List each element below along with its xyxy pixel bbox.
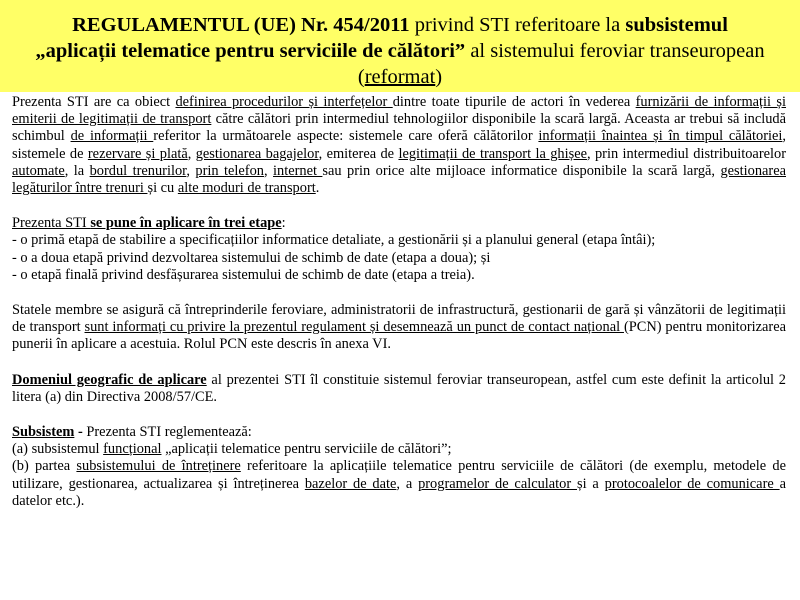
underlined-text: protocoalelor de comunicare — [604, 475, 780, 492]
title-text: privind STI referitoare la — [409, 14, 626, 36]
text: , — [263, 162, 274, 179]
text: , — [187, 145, 196, 162]
text: referitor la următoarele aspecte: sistemele care oferă călătorilor — [153, 128, 539, 145]
text: referitoare la aplicațiile telematice pentru serviciile de călători (de exemplu, metodele de utilizare, gestionarea, actualizarea și întreținerea — [12, 458, 786, 492]
underlined-bold-text — [90, 215, 281, 231]
title-reformat: reformat — [364, 66, 436, 88]
text: Statele membre se asigură că întreprinderile feroviare, administratorii de infrastructură, gestionarii de gară și vânzătorii de legitimații de transport — [12, 302, 786, 336]
underlined-text: alte moduri de transport — [177, 180, 316, 197]
bold-text: Domeniul geografic de aplicare — [12, 371, 207, 388]
text: , emiterea de — [318, 145, 399, 162]
subsystem-item-b — [12, 458, 786, 510]
paragraph-stages-intro — [12, 215, 786, 232]
text: . — [315, 180, 320, 197]
bold-text: - — [74, 424, 87, 441]
title-subsystem-label: subsistemul — [625, 14, 728, 36]
slide-content — [12, 94, 786, 510]
spacer — [12, 197, 786, 215]
bold-text: Subsistem — [12, 424, 75, 441]
stage-item-3: - o etapă finală privind desfășurarea sistemului de schimb de date (etapa a treia). — [12, 266, 475, 283]
paragraph-geographic-scope — [12, 372, 786, 406]
underlined-text: programelor de calculator — [418, 475, 577, 492]
underlined-bold-text — [12, 424, 74, 440]
text: „aplicații telematice pentru serviciile de călători”; — [161, 441, 452, 458]
underlined-text: internet — [273, 162, 323, 179]
text: a datelor etc.). — [12, 475, 786, 509]
underlined-text: sunt informați cu privire la prezentul regulament și desemnează un punct de contact național — [84, 319, 624, 336]
underlined-text: rezervare și plată — [87, 145, 188, 162]
text: (b) partea — [12, 458, 77, 475]
text: al prezentei STI îl constituie sistemul feroviar transeuropean, astfel cum este definit la articolul 2 litera (a) din Directiva 2008/57/CE. — [12, 371, 786, 405]
text: și a — [577, 475, 605, 492]
underlined-text: subsistemului de întreținere — [76, 458, 241, 475]
underlined-text: gestionarea bagajelor — [195, 145, 319, 162]
stage-item-1: - o primă etapă de stabilire a specificațiilor informatice detaliate, a gestionării și a planului general (etapa întâi); — [12, 232, 656, 249]
underlined-text: furnizării de informații și emiterii de legitimații de transport — [12, 94, 787, 128]
spacer — [12, 284, 786, 302]
text: , sistemele de — [12, 128, 787, 162]
text: , la — [64, 162, 90, 179]
text: și cu — [147, 180, 178, 197]
text: , — [186, 162, 196, 179]
text: Prezenta STI are ca obiect — [12, 94, 176, 110]
text: către călători prin intermediul tehnologiilor disponibile la scară largă. Aceasta ar trebui să includă schimbul — [12, 111, 787, 145]
paragraph-objective — [12, 94, 786, 197]
stage-item-2: - o a doua etapă privind dezvoltarea sistemului de schimb de date (etapa a doua); și — [12, 249, 491, 266]
underlined-text: de informații — [70, 128, 154, 145]
underlined-text: gestionarea legăturilor între trenuri — [12, 162, 786, 197]
underlined-text: legitimații de transport la ghișee — [398, 145, 588, 162]
title-subsystem-name: „aplicații telematice pentru serviciile de călători” — [35, 40, 466, 62]
underlined-text: bazelor de date — [304, 475, 397, 492]
bold-text: se pune în aplicare în trei etape — [90, 215, 282, 232]
text: sau prin orice alte mijloace informatice disponibile la scară largă, — [322, 162, 721, 179]
underlined-text: definirea procedurilor și interfețelor — [175, 94, 393, 110]
text: , prin intermediul distribuitoarelor — [587, 145, 786, 162]
text: (a) subsistemul — [12, 441, 104, 458]
text: Prezenta STI reglementează: — [86, 424, 252, 441]
text: : — [281, 215, 286, 232]
underlined-text: Prezenta STI — [12, 215, 91, 232]
paragraph-subsystem — [12, 424, 786, 441]
spacer — [12, 406, 786, 424]
underlined-text: funcțional — [103, 441, 162, 458]
spacer — [12, 354, 786, 372]
underlined-bold-text — [12, 372, 207, 388]
slide-title — [0, 0, 800, 92]
underlined-text: automate — [12, 162, 65, 179]
text: (PCN) pentru monitorizarea punerii în aplicare a acestuia. Rolul PCN este descris în anexa VI. — [12, 319, 786, 353]
underlined-text: prin telefon — [195, 162, 264, 179]
title-close-paren: ) — [435, 66, 443, 88]
subsystem-item-a — [12, 441, 786, 458]
underlined-text: bordul trenurilor — [89, 162, 187, 179]
title-text-2: al sistemului feroviar transeuropean ( — [357, 40, 765, 88]
title-regulation-number: REGULAMENTUL (UE) Nr. 454/2011 — [72, 14, 410, 36]
paragraph-member-states — [12, 302, 786, 354]
underlined-text: informații înaintea și în timpul călătoriei — [538, 128, 783, 145]
text: dintre toate tipurile de actori în vederea — [392, 94, 636, 110]
text: , a — [396, 475, 419, 492]
